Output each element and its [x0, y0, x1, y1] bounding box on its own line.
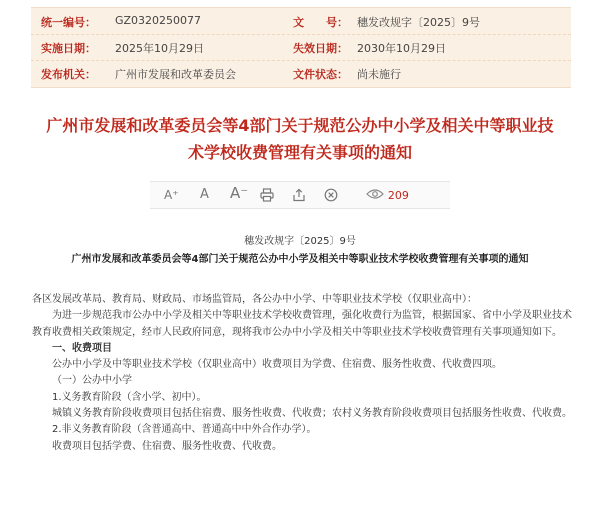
subsection-heading: （一）公办中小学: [52, 375, 132, 387]
share-icon: [292, 188, 306, 202]
view-count: [366, 186, 409, 204]
increase-font-button[interactable]: A⁺: [164, 188, 179, 202]
default-font-button[interactable]: A: [200, 187, 209, 202]
metadata-row: [31, 8, 571, 35]
effective-date-value: 2025年10月29日: [115, 42, 204, 55]
list-item: 2.非义务教育阶段（含普通高中、普通高中中外合作办学）。: [52, 424, 317, 436]
document-number-label: 文 号：: [293, 16, 348, 29]
body-paragraph: 收费项目包括学费、住宿费、服务性收费、代收费。: [52, 440, 282, 452]
print-icon: [260, 188, 274, 202]
close-icon: [324, 188, 338, 202]
body-paragraph: 公办中小学及中等职业技术学校（仅职业高中）收费项目为学费、住宿费、服务性收费、代收费四项。: [52, 359, 502, 371]
expiry-date-label: 失效日期：: [293, 42, 348, 55]
issuing-authority-value: 广州市发展和改革委员会: [115, 68, 236, 81]
document-number-value: 穗发改规字〔2025〕9号: [357, 16, 480, 29]
metadata-row: [31, 34, 571, 61]
expiry-date-value: 2030年10月29日: [357, 42, 446, 55]
list-item: 1.义务教育阶段（含小学、初中）。: [52, 391, 207, 403]
document-status-label: 文件状态：: [293, 68, 348, 81]
effective-date-label: 实施日期：: [41, 42, 96, 55]
view-count-value: 209: [387, 189, 409, 202]
metadata-row: [31, 60, 571, 86]
document-body: [32, 292, 572, 455]
unified-number-value: GZ0320250077: [115, 14, 202, 27]
document-metadata-panel: [31, 7, 571, 88]
page-title: 广州市发展和改革委员会等4部门关于规范公办中小学及相关中等职业技术学校收费管理有关事项的通知: [46, 116, 554, 162]
share-button[interactable]: [292, 186, 306, 204]
document-status-value: 尚未施行: [357, 68, 401, 81]
decrease-font-button[interactable]: A⁻: [230, 184, 249, 202]
body-paragraph: 城镇义务教育阶段收费项目包括住宿费、服务性收费、代收费；农村义务教育阶段收费项目包括服务性收费、代收费。: [52, 408, 572, 420]
reading-toolbar: [150, 181, 450, 209]
unified-number-label: 统一编号：: [41, 16, 96, 29]
close-button[interactable]: [324, 186, 338, 204]
issuing-authority-label: 发布机关：: [41, 68, 96, 81]
section-heading: 一、收费项目: [52, 342, 112, 354]
body-paragraph: 为进一步规范我市公办中小学及相关中等职业技术学校收费管理，强化收费行为监管，根据国家、省中小学及职业技术教育收费相关政策规定，经市人民政府同意，现将我市公办中小学及相关中等职业技术学校收费管理有关事项通知如下。: [32, 310, 572, 338]
document-subtitle: 广州市发展和改革委员会等4部门关于规范公办中小学及相关中等职业技术学校收费管理有关事项的通知: [71, 254, 529, 265]
addressee-paragraph: 各区发展改革局、教育局、财政局、市场监管局，各公办中小学、中等职业技术学校（仅职业高中）：: [32, 294, 477, 305]
print-button[interactable]: [260, 186, 274, 204]
eye-icon: [366, 188, 384, 200]
document-number: 穗发改规字〔2025〕9号: [244, 236, 356, 247]
